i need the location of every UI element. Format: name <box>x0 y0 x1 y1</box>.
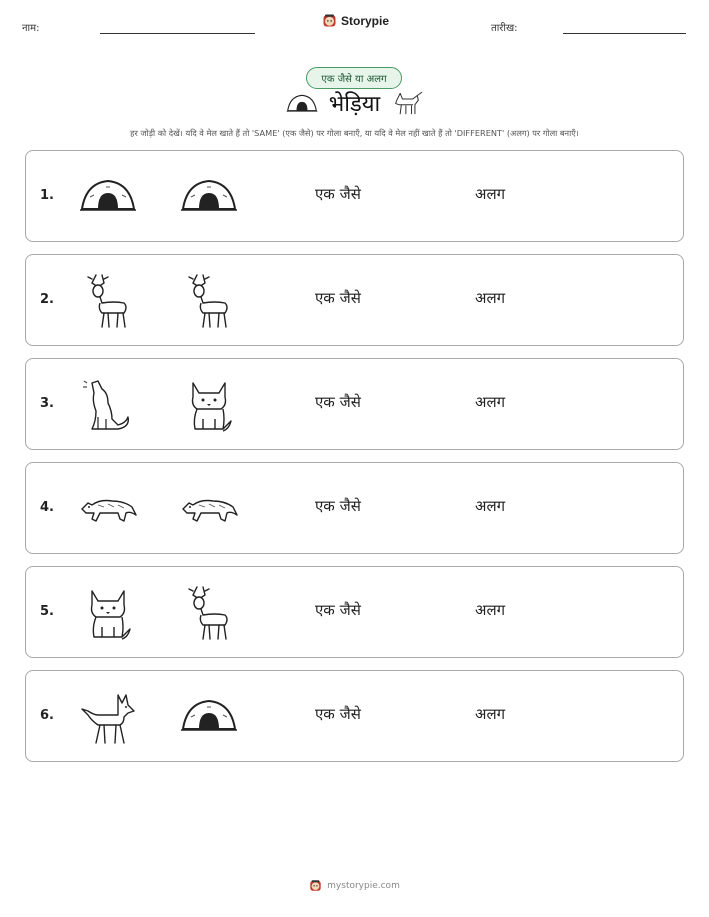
date-label: तारीख: <box>491 23 518 34</box>
title-row <box>0 88 709 118</box>
question-number: 6. <box>40 708 54 723</box>
question-number: 3. <box>40 396 54 411</box>
same-option[interactable]: एक जैसे <box>315 393 361 411</box>
wolf-pup-icon <box>179 375 239 435</box>
den-icon <box>179 687 239 747</box>
name-input-line[interactable] <box>100 33 255 34</box>
den-icon <box>285 92 319 114</box>
topic-pill: एक जैसे या अलग <box>306 67 402 89</box>
same-option[interactable]: एक जैसे <box>315 601 361 619</box>
storypie-mascot-icon <box>309 879 322 892</box>
page-title: भेड़िया <box>328 92 381 117</box>
question-card-4 <box>25 462 684 554</box>
different-option[interactable]: अलग <box>475 289 506 307</box>
brand-name: Storypie <box>341 13 390 28</box>
different-option[interactable]: अलग <box>475 705 506 723</box>
wolf-pup-icon <box>78 583 138 643</box>
den-icon <box>179 167 239 227</box>
standing-wolf-icon <box>78 687 138 747</box>
question-card-3 <box>25 358 684 450</box>
question-card-1 <box>25 150 684 242</box>
same-option[interactable]: एक जैसे <box>315 705 361 723</box>
deer-icon <box>179 271 239 331</box>
footer <box>0 879 709 892</box>
question-card-5 <box>25 566 684 658</box>
question-number: 5. <box>40 604 54 619</box>
question-card-2 <box>25 254 684 346</box>
den-icon <box>78 167 138 227</box>
deer-icon <box>179 583 239 643</box>
date-input-line[interactable] <box>563 33 686 34</box>
question-number: 1. <box>40 188 54 203</box>
storypie-mascot-icon <box>322 13 337 28</box>
question-card-6 <box>25 670 684 762</box>
prowling-wolf-icon <box>179 479 239 539</box>
different-option[interactable]: अलग <box>475 185 506 203</box>
name-label: नाम: <box>22 23 40 34</box>
footer-site-link[interactable]: mystorypie.com <box>327 880 400 891</box>
same-option[interactable]: एक जैसे <box>315 185 361 203</box>
howling-wolf-icon <box>78 375 138 435</box>
question-number: 2. <box>40 292 54 307</box>
different-option[interactable]: अलग <box>475 393 506 411</box>
different-option[interactable]: अलग <box>475 497 506 515</box>
instruction-text: हर जोड़ी को देखें। यदि वे मेल खाते हैं तो 'SAME' (एक जैसे) पर गोला बनाएँ, या यदि वे मेल नहीं खाते हैं तो 'DIFFERENT' (अलग) पर गोला बनाएँ। <box>130 128 579 138</box>
deer-icon <box>78 271 138 331</box>
question-number: 4. <box>40 500 54 515</box>
prowling-wolf-icon <box>78 479 138 539</box>
different-option[interactable]: अलग <box>475 601 506 619</box>
brand-logo <box>322 13 389 28</box>
same-option[interactable]: एक जैसे <box>315 497 361 515</box>
wolf-icon <box>390 88 424 118</box>
same-option[interactable]: एक जैसे <box>315 289 361 307</box>
